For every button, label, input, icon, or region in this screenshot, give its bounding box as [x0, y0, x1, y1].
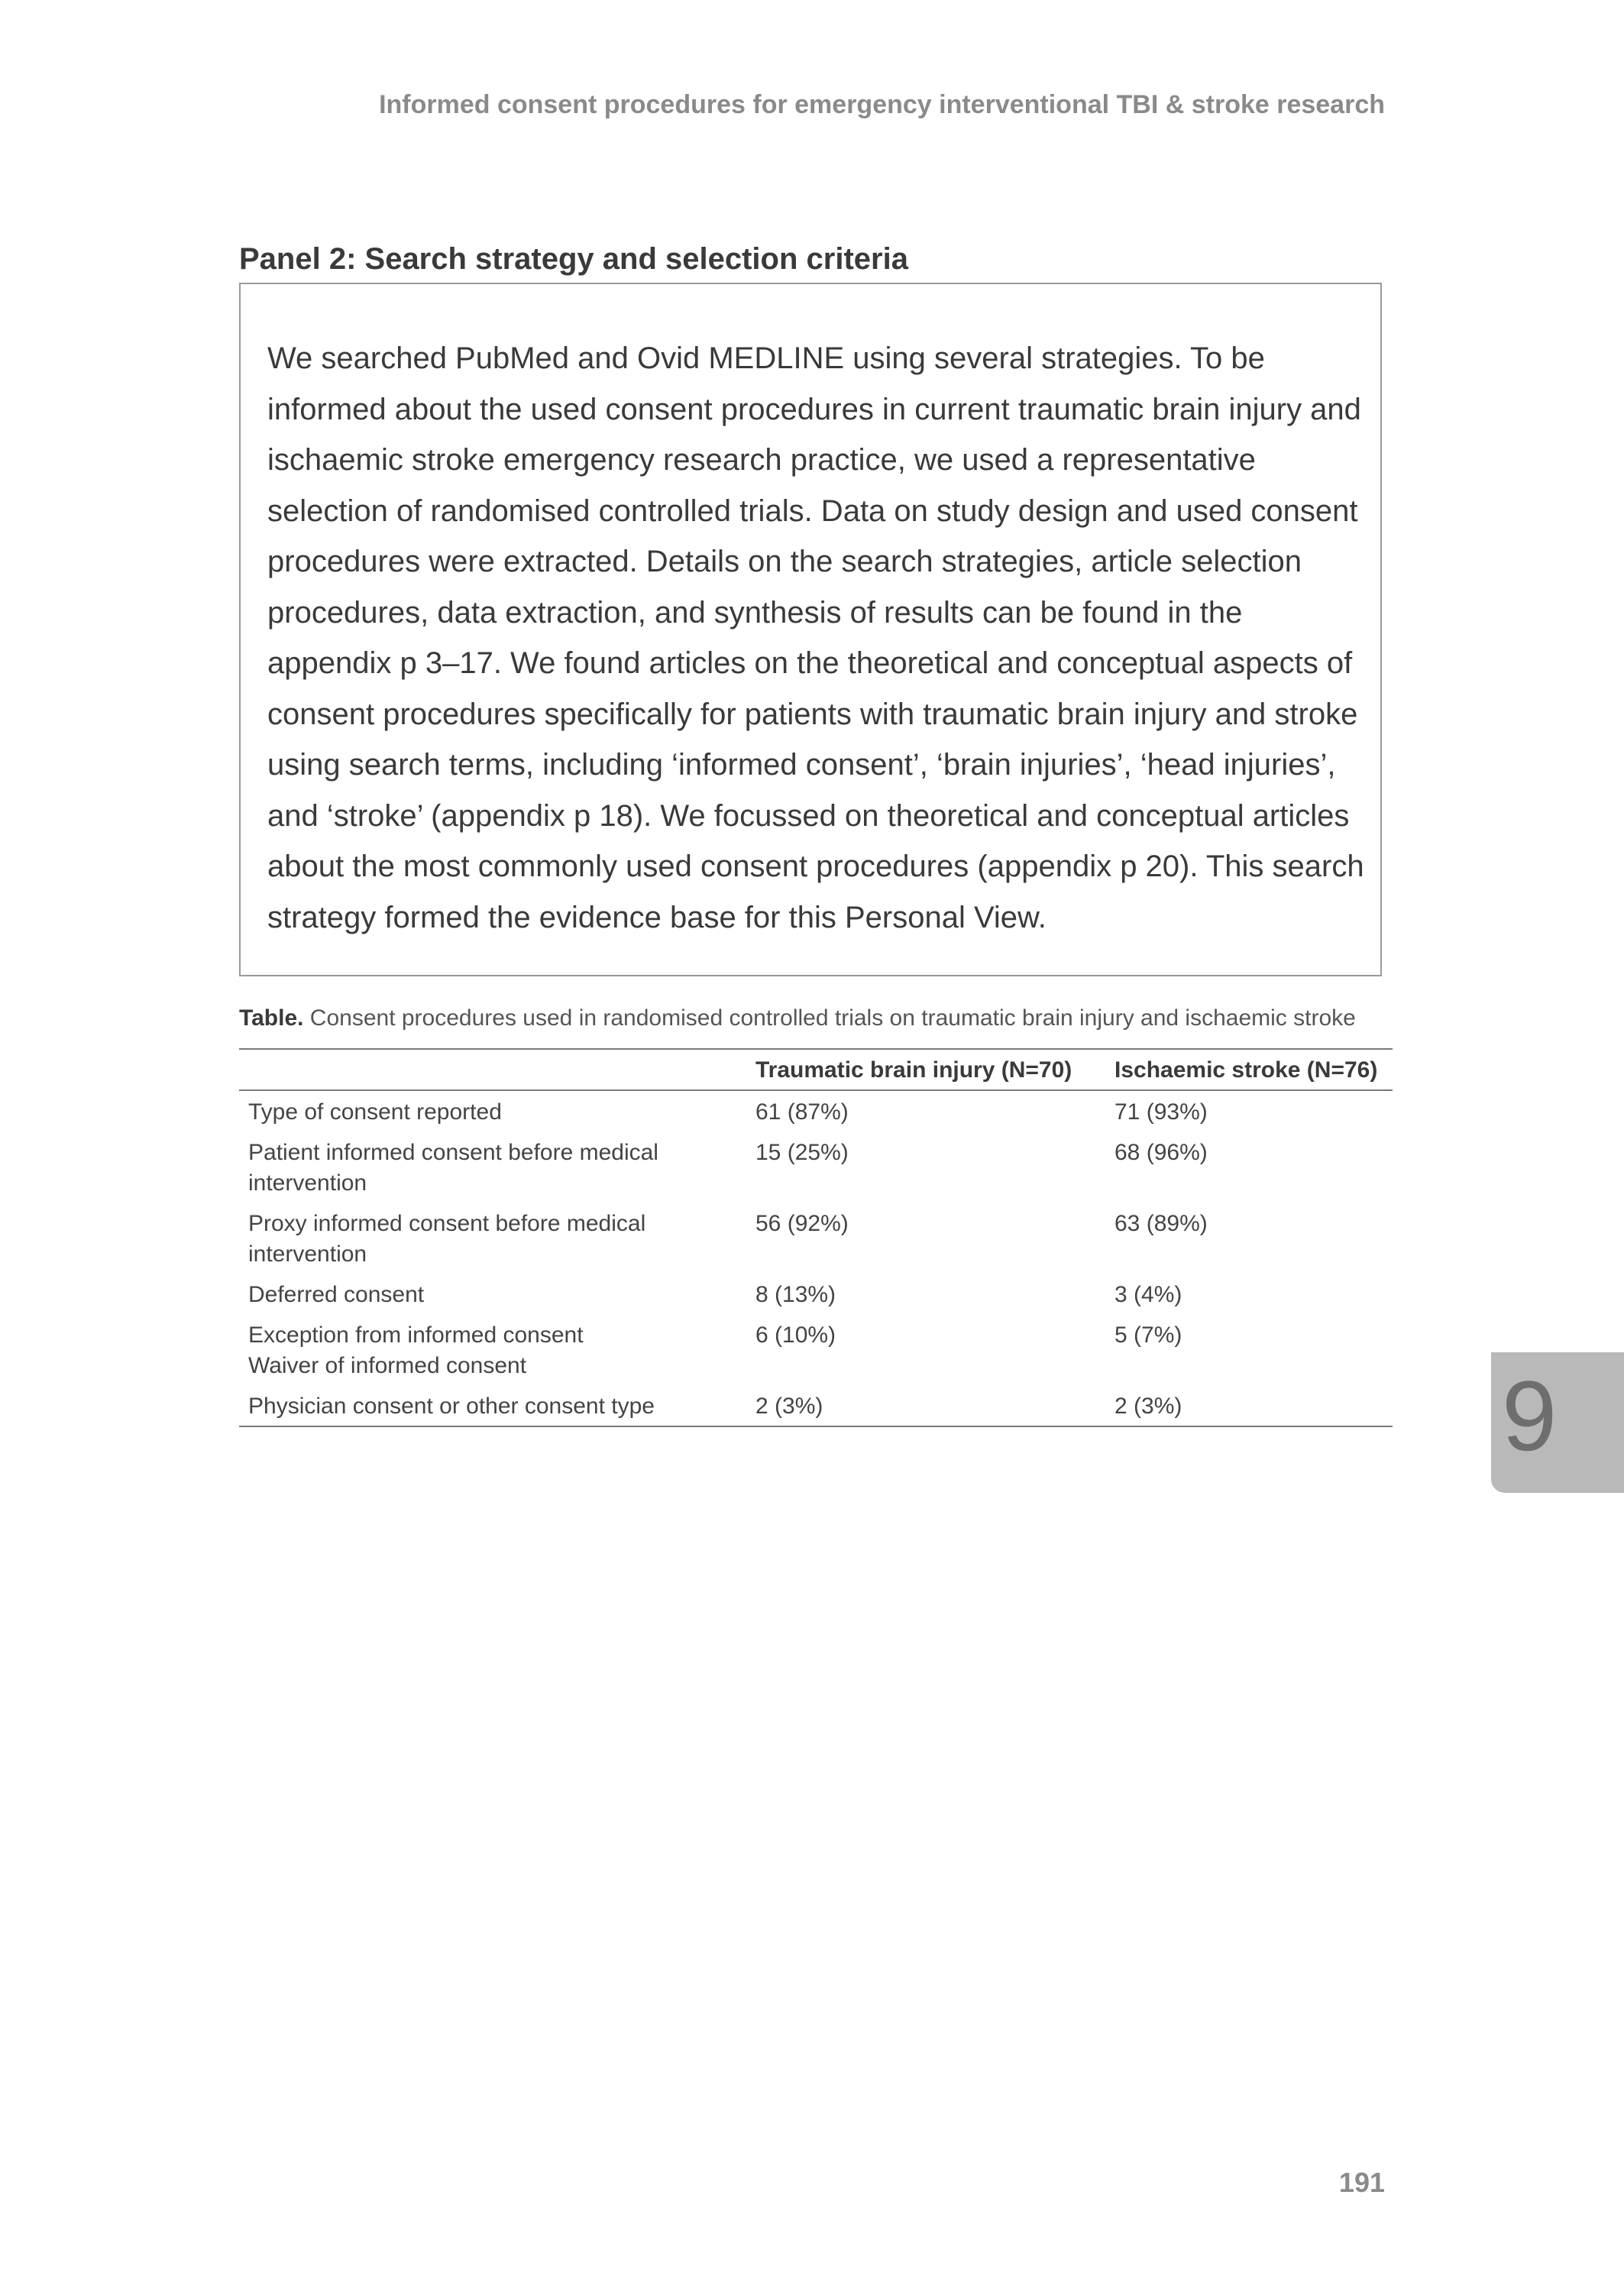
table-row [239, 1314, 1393, 1385]
panel-text: We searched PubMed and Ovid MEDLINE using several strategies. To be informed about the used consent procedures in current traumatic brain injury and ischaemic stroke emergency research practice, we used a representative selection of randomised controlled trials. Data on study design and used consent procedures were extracted. Details on the search strategies, article selection procedures, data extraction, and synthesis of results can be found in the appendix p 3–17. We found articles on the theoretical and conceptual aspects of consent procedures specifically for patients with traumatic brain injury and stroke using search terms, including ‘informed consent’, ‘brain injuries’, ‘head injuries’, and ‘stroke’ (appendix p 18). We focussed on theoretical and conceptual articles about the most commonly used consent procedures (appendix p 20). This search strategy formed the evidence base for this Personal View. [267, 342, 1364, 934]
row-tbi-value: 8 (13%) [755, 1282, 836, 1307]
row-stroke-value: 68 (96%) [1114, 1140, 1208, 1165]
row-stroke-value: 63 (89%) [1114, 1211, 1208, 1236]
row-label: Physician consent or other consent type [239, 1385, 746, 1426]
table-row [239, 1203, 1393, 1274]
row-tbi-value: 6 (10%) [755, 1322, 836, 1348]
header-stroke: Ischaemic stroke (N=76) [1105, 1049, 1393, 1090]
row-tbi-value: 61 (87%) [755, 1099, 849, 1125]
panel-title: Panel 2: Search strategy and selection criteria [239, 242, 908, 276]
table-row [239, 1131, 1393, 1203]
table-caption [239, 1005, 1356, 1031]
row-stroke-value: 3 (4%) [1114, 1282, 1182, 1307]
row-stroke-value: 71 (93%) [1114, 1099, 1208, 1125]
chapter-number: 9 [1502, 1360, 1558, 1471]
page-number: 191 [1338, 2167, 1385, 2198]
header-label [239, 1049, 746, 1090]
header-tbi: Traumatic brain injury (N=70) [746, 1049, 1105, 1090]
chapter-tab [1491, 1352, 1624, 1493]
row-label: Patient informed consent before medical intervention [248, 1140, 658, 1196]
consent-table [239, 1048, 1393, 1427]
table-header-row [239, 1049, 1393, 1090]
row-label: Deferred consent [248, 1282, 425, 1307]
table-caption-text: Consent procedures used in randomised controlled trials on traumatic brain injury and ischaemic stroke [303, 1005, 1356, 1031]
table-row [239, 1385, 1393, 1426]
table-caption-label: Table. [239, 1005, 304, 1031]
row-tbi-value: 2 (3%) [746, 1385, 1105, 1426]
row-label: Proxy informed consent before medical intervention [248, 1211, 646, 1267]
row-tbi-value: 56 (92%) [755, 1211, 849, 1236]
running-head: Informed consent procedures for emergency interventional TBI & stroke research [379, 90, 1385, 119]
table-row [239, 1274, 1393, 1314]
row-stroke-value: 2 (3%) [1105, 1385, 1393, 1426]
row-label: Type of consent reported [248, 1099, 502, 1125]
row-stroke-value: 5 (7%) [1114, 1322, 1182, 1348]
row-label: Exception from informed consent Waiver of informed consent [248, 1322, 584, 1378]
table-row [239, 1090, 1393, 1131]
row-tbi-value: 15 (25%) [755, 1140, 849, 1165]
